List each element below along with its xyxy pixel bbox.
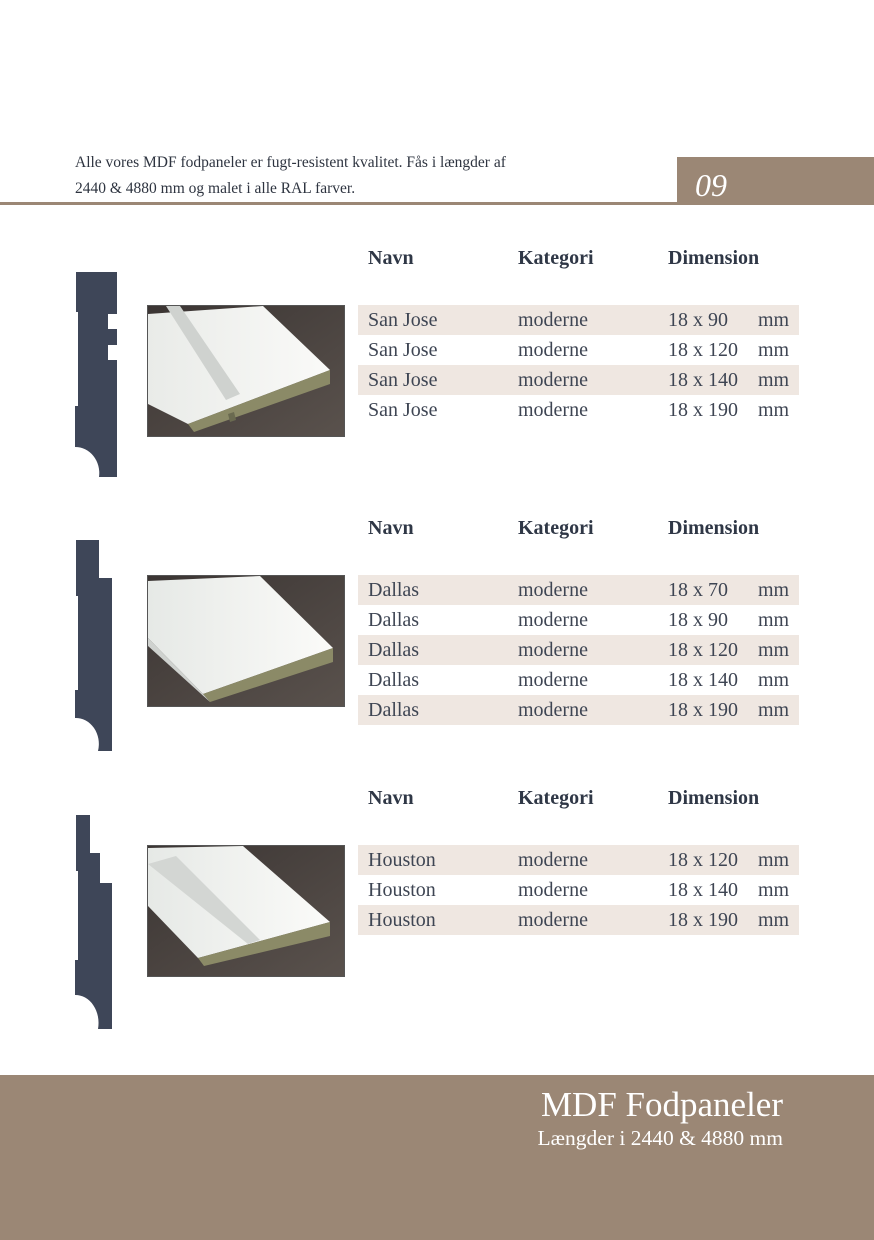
dimension-unit: mm [758, 339, 790, 361]
product-name: Dallas [368, 669, 420, 691]
product-category: moderne [518, 369, 588, 391]
houston-product-photo [147, 845, 345, 977]
footer-title: MDF Fodpaneler [540, 1085, 783, 1124]
header-category: Kategori [518, 247, 594, 269]
table-row [358, 575, 799, 605]
table-row [358, 395, 799, 425]
product-category: moderne [518, 309, 588, 331]
table-row [358, 875, 799, 905]
product-name: Dallas [368, 579, 420, 601]
product-dimension: 18 x 70 [668, 579, 728, 601]
table-row [358, 665, 799, 695]
dimension-unit: mm [758, 909, 790, 931]
product-name: San Jose [368, 399, 438, 421]
product-table-houston [358, 845, 799, 935]
product-name: San Jose [368, 369, 438, 391]
san-jose-profile-drawing [74, 272, 120, 480]
dimension-unit: mm [758, 579, 790, 601]
header-dimension: Dimension [668, 517, 760, 539]
houston-profile-drawing [74, 815, 120, 1031]
table-row [358, 695, 799, 725]
dimension-unit: mm [758, 609, 790, 631]
product-category: moderne [518, 639, 588, 661]
table-row [358, 305, 799, 335]
product-category: moderne [518, 849, 588, 871]
product-name: Dallas [368, 609, 420, 631]
product-category: moderne [518, 669, 588, 691]
page-number: 09 [695, 167, 727, 203]
product-dimension: 18 x 90 [668, 309, 728, 331]
dimension-unit: mm [758, 369, 790, 391]
intro-text [75, 150, 655, 202]
product-category: moderne [518, 909, 588, 931]
product-dimension: 18 x 90 [668, 609, 728, 631]
table-row [358, 605, 799, 635]
product-category: moderne [518, 399, 588, 421]
product-name: San Jose [368, 339, 438, 361]
product-dimension: 18 x 190 [668, 699, 738, 721]
intro-line-2: 2440 & 4880 mm og malet i alle RAL farver. [75, 180, 356, 197]
dimension-unit: mm [758, 639, 790, 661]
product-dimension: 18 x 140 [668, 669, 738, 691]
page-number-tab [677, 157, 874, 204]
product-category: moderne [518, 699, 588, 721]
product-dimension: 18 x 190 [668, 399, 738, 421]
header-name: Navn [368, 247, 414, 269]
dimension-unit: mm [758, 699, 790, 721]
product-name: San Jose [368, 309, 438, 331]
dallas-product-photo [147, 575, 345, 707]
header-name: Navn [368, 787, 414, 809]
dallas-profile-drawing [74, 540, 120, 754]
product-category: moderne [518, 339, 588, 361]
product-category: moderne [518, 879, 588, 901]
table-row [358, 845, 799, 875]
dimension-unit: mm [758, 309, 790, 331]
header-category: Kategori [518, 787, 594, 809]
table-row [358, 635, 799, 665]
footer-banner [0, 1075, 874, 1240]
product-name: Dallas [368, 699, 420, 721]
dimension-unit: mm [758, 399, 790, 421]
dimension-unit: mm [758, 669, 790, 691]
dimension-unit: mm [758, 879, 790, 901]
header-dimension: Dimension [668, 247, 760, 269]
header-category: Kategori [518, 517, 594, 539]
header-dimension: Dimension [668, 787, 760, 809]
product-name: Houston [368, 909, 436, 931]
product-name: Houston [368, 849, 436, 871]
table-row [358, 365, 799, 395]
product-dimension: 18 x 190 [668, 909, 738, 931]
product-dimension: 18 x 140 [668, 879, 738, 901]
product-dimension: 18 x 140 [668, 369, 738, 391]
product-dimension: 18 x 120 [668, 339, 738, 361]
san-jose-product-photo [147, 305, 345, 437]
product-name: Houston [368, 879, 436, 901]
table-row [358, 335, 799, 365]
product-table-san-jose [358, 305, 799, 425]
table-row [358, 905, 799, 935]
footer-subtitle: Længder i 2440 & 4880 mm [537, 1126, 783, 1150]
product-table-dallas [358, 575, 799, 725]
product-category: moderne [518, 609, 588, 631]
product-name: Dallas [368, 639, 420, 661]
product-dimension: 18 x 120 [668, 639, 738, 661]
product-dimension: 18 x 120 [668, 849, 738, 871]
header-name: Navn [368, 517, 414, 539]
dimension-unit: mm [758, 849, 790, 871]
product-category: moderne [518, 579, 588, 601]
intro-line-1: Alle vores MDF fodpaneler er fugt-resistent kvalitet. Fås i længder af [75, 154, 506, 171]
